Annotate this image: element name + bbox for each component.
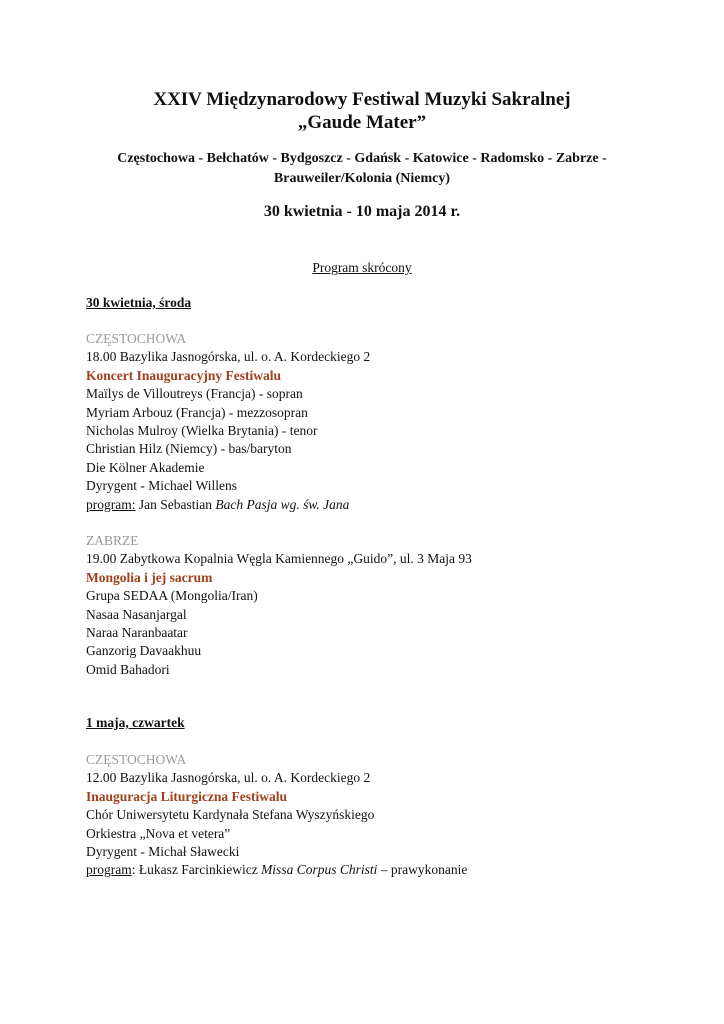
event-city: CZĘSTOCHOWA: [86, 752, 187, 767]
performer: Dyrygent - Michael Willens: [86, 478, 238, 494]
event-block: [86, 330, 646, 514]
performer: Maïlys de Villoutreys (Francja) - sopran: [86, 386, 303, 402]
program-line: [86, 861, 646, 879]
title-line-2: „Gaude Mater”: [297, 112, 427, 133]
cities-line-1: Częstochowa - Bełchatów - Bydgoszcz - Gdańsk - Katowice - Radomsko - Zabrze -: [117, 151, 607, 166]
festival-dates: 30 kwietnia - 10 maja 2014 r.: [263, 203, 461, 220]
performer: Die Kölner Akademie: [86, 459, 205, 475]
event-city: ZABRZE: [86, 533, 139, 548]
program-work: Missa Corpus Christi: [261, 862, 378, 878]
performer: Nasaa Nasanjargal: [86, 606, 187, 622]
event-block: [86, 532, 646, 679]
performer: Grupa SEDAA (Mongolia/Iran): [86, 588, 258, 604]
performer: Dyrygent - Michał Sławecki: [86, 844, 240, 860]
program-label: program:: [86, 496, 136, 512]
program-line: [86, 496, 646, 514]
program-label: program: [86, 862, 132, 878]
event-block: [86, 751, 646, 880]
program-text: : Łukasz Farcinkiewicz: [131, 862, 262, 878]
program-suffix: – prawykonanie: [377, 862, 468, 878]
cities-list: [90, 149, 634, 189]
performer: Orkiestra „Nova et vetera”: [86, 825, 231, 841]
festival-title: [0, 88, 724, 134]
event-venue: 19.00 Zabytkowa Kopalnia Węgla Kamiennego „Guido”, ul. 3 Maja 93: [86, 551, 472, 567]
day-heading: 1 maja, czwartek: [86, 715, 185, 730]
performer: Ganzorig Davaakhuu: [86, 643, 202, 659]
performer: Myriam Arbouz (Francja) - mezzosopran: [86, 404, 308, 420]
event-venue: 12.00 Bazylika Jasnogórska, ul. o. A. Kordeckiego 2: [86, 770, 371, 786]
cities-line-2: Brauweiler/Kolonia (Niemcy): [273, 171, 451, 186]
performer: Nicholas Mulroy (Wielka Brytania) - tenor: [86, 423, 318, 439]
title-line-1: XXIV Międzynarodowy Festiwal Muzyki Sakralnej: [153, 89, 571, 110]
performer: Chór Uniwersytetu Kardynała Stefana Wyszyńskiego: [86, 807, 375, 823]
program-subtitle: Program skrócony: [312, 260, 412, 275]
program-work: Bach Pasja wg. św. Jana: [215, 496, 350, 512]
performer: Omid Bahadori: [86, 661, 170, 677]
program-text: Jan Sebastian: [135, 496, 216, 512]
event-city: CZĘSTOCHOWA: [86, 331, 187, 346]
performer: Naraa Naranbaatar: [86, 625, 188, 641]
performer: Christian Hilz (Niemcy) - bas/baryton: [86, 441, 292, 457]
day-heading: 30 kwietnia, środa: [86, 295, 192, 310]
event-venue: 18.00 Bazylika Jasnogórska, ul. o. A. Kordeckiego 2: [86, 349, 371, 365]
concert-title: Mongolia i jej sacrum: [86, 569, 213, 585]
concert-title: Inauguracja Liturgiczna Festiwalu: [86, 788, 287, 804]
concert-title: Koncert Inauguracyjny Festiwalu: [86, 367, 281, 383]
